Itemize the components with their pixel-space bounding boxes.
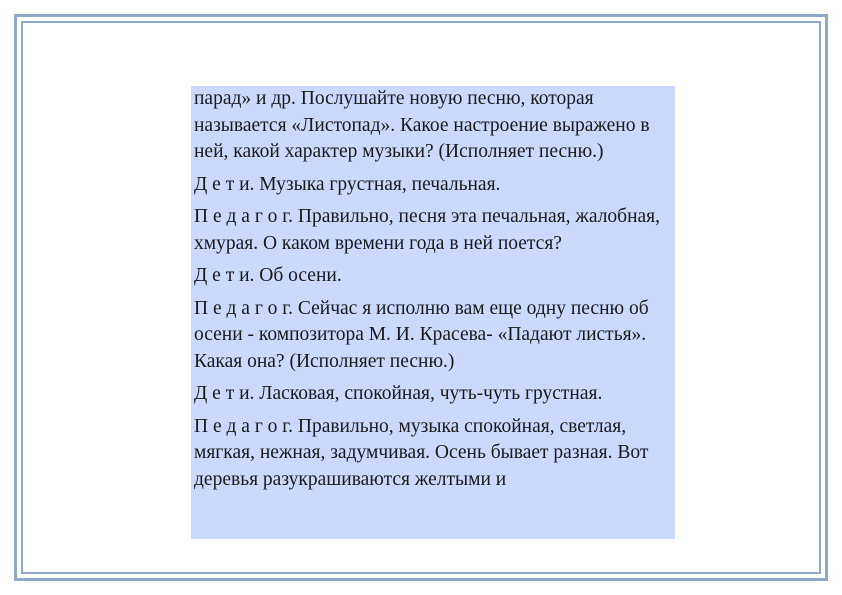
paragraph-6: Д е т и. Ласковая, спокойная, чуть-чуть грустная.: [194, 383, 603, 404]
paragraph-4: Д е т и. Об осени.: [194, 265, 342, 286]
text-box[interactable]: [191, 86, 675, 539]
paragraph-5: П е д а г о г. Сейчас я исполню вам еще одну песню об осени - композитора М. И. Красева- «Падают листья». Какая она? (Исполняет песню.): [194, 297, 649, 372]
paragraph-2: Д е т и. Музыка грустная, печальная.: [194, 173, 501, 195]
paragraph-1: парад» и др. Послушайте новую песню, которая называется «Листопад». Какое настроение выражено в ней, какой характер музыки? (Исполняет песню.): [194, 88, 650, 162]
paragraph-7: П е д а г о г. Правильно, музыка спокойная, светлая, мягкая, нежная, задумчивая. Осень бывает разная. Вот деревья разукрашиваются желтыми и: [194, 415, 649, 490]
paragraph-3: П е д а г о г. Правильно, песня эта печальная, жалобная, хмурая. О каком времени года в ней поется?: [194, 206, 661, 254]
